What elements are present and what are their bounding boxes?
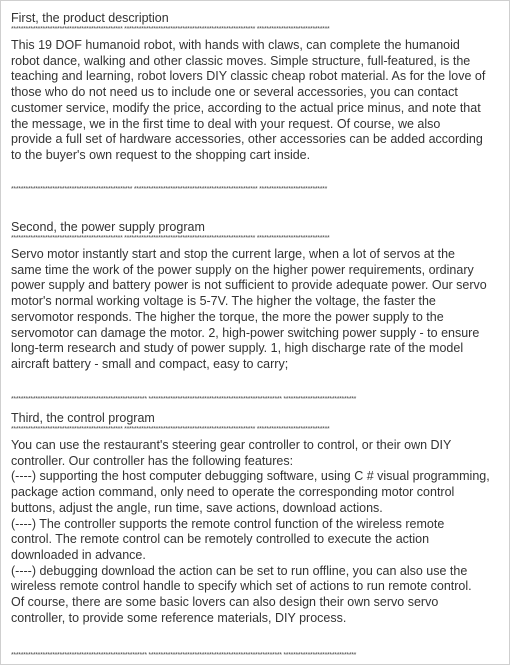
- section-power-supply: [11, 220, 505, 373]
- star-separator: ******************************************************** ******************************************************* ******************************: [11, 652, 357, 659]
- section-product-description: [11, 11, 505, 164]
- section-heading: Third, the control program: [11, 411, 155, 425]
- section-body: You can use the restaurant's steering gear controller to control, or their own DIY controller. Our controller has the following features: (----) supporting the host computer debugging software, using C # visual programming, package action command, only need to operate the corresponding motor control buttons, adjust the angle, run time, save actions, download actions. (----) The controller supports the remote control function of the wireless remote control. The remote control can be remotely controlled to execute the action downloaded in advance. (----) debugging download the action can be set to run offline, you can also use the wireless remote control handle to specify which set of actions to run remote control. Of course, there are some basic lovers can also design their own servo servo controller, to provide some reference materials, DIY process.: [11, 438, 490, 625]
- section-heading: Second, the power supply program: [11, 220, 205, 234]
- section-heading: First, the product description: [11, 11, 169, 25]
- star-separator: ************************************************** *************************************************** ****************************: [11, 186, 328, 193]
- section-body: Servo motor instantly start and stop the current large, when a lot of servos at the same time the work of the power supply on the higher power requirements, ordinary power supply and battery power is not sufficient to provide adequate power. Our servo motor's normal working voltage is 5-7V. The higher the voltage, the faster the servomotor responds. The higher the torque, the more the power supply to the servomotor can damage the motor. 2, high-power switching power supply - to ensure long-term research and study of power supply. 1, high discharge rate of the model aircraft battery - small and compact, easy to carry;: [11, 247, 487, 371]
- heading-star-divider: ********************************************** ****************************************************** ******************************: [11, 426, 330, 433]
- section-control-program: [11, 411, 505, 626]
- heading-star-divider: ********************************************** ****************************************************** ******************************: [11, 235, 330, 242]
- heading-star-divider: ********************************************** ****************************************************** ******************************: [11, 26, 330, 33]
- section-body: This 19 DOF humanoid robot, with hands with claws, can complete the humanoid robot dance, walking and other classic moves. Simple structure, full-featured, is the teaching and learning, robot lovers DIY classic cheap robot material. As for the love of those who do not need us to include one or several accessories, you can contact customer service, modify the price, according to the actual price minus, and note that the message, we in the first time to deal with your request. Of course, we also provide a full set of hardware accessories, other accessories can be added according to the buyer's own request to the shopping cart inside.: [11, 38, 486, 162]
- star-separator: ******************************************************** ******************************************************* ******************************: [11, 396, 357, 403]
